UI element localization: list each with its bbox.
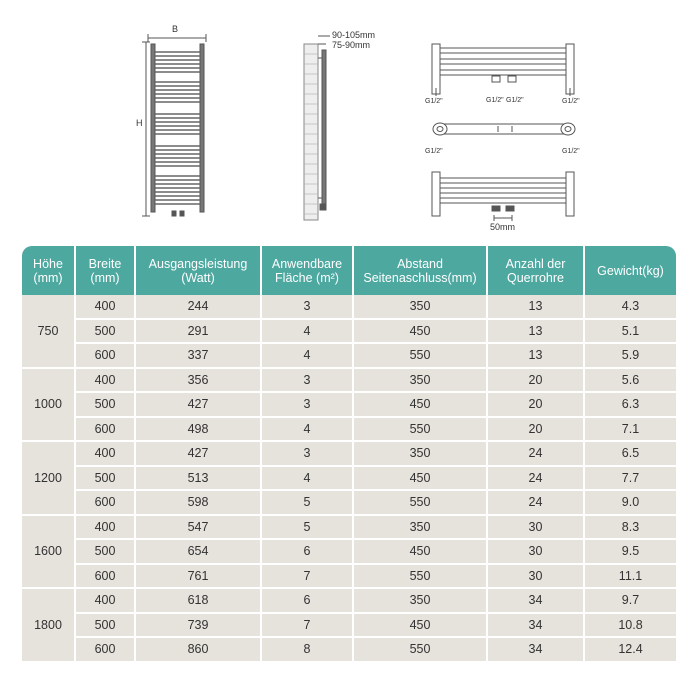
g-label-top-center-left: G1/2": [486, 97, 504, 104]
spacing-cell: 450: [354, 393, 488, 418]
tubes-cell: 30: [488, 565, 585, 590]
height-cell: 1600: [22, 516, 76, 590]
weight-cell: 11.1: [585, 565, 676, 590]
header-spacing: Abstand Seitenaschluss(mm): [354, 246, 488, 295]
output-cell: 291: [136, 320, 262, 345]
weight-cell: 5.9: [585, 344, 676, 369]
table-row: [22, 442, 676, 467]
area-cell: 3: [262, 295, 354, 320]
header-tubes: Anzahl der Querrohre: [488, 246, 585, 295]
weight-cell: 6.5: [585, 442, 676, 467]
table-row: [22, 516, 676, 541]
weight-cell: 7.1: [585, 418, 676, 443]
g-label-top-right: G1/2": [562, 98, 580, 105]
output-cell: 739: [136, 614, 262, 639]
front-view-rails: [155, 52, 200, 204]
tubes-cell: 24: [488, 491, 585, 516]
g-label-top-left: G1/2": [425, 98, 443, 105]
tubes-cell: 34: [488, 638, 585, 663]
weight-cell: 12.4: [585, 638, 676, 663]
height-cell: 1800: [22, 589, 76, 663]
spacing-cell: 550: [354, 565, 488, 590]
table-row: [22, 393, 676, 418]
output-cell: 761: [136, 565, 262, 590]
weight-cell: 10.8: [585, 614, 676, 639]
tubes-cell: 13: [488, 320, 585, 345]
width-cell: 600: [76, 638, 136, 663]
output-cell: 244: [136, 295, 262, 320]
width-cell: 500: [76, 320, 136, 345]
section-view-drawing: [433, 123, 575, 135]
g-label-mid-left: G1/2": [425, 148, 443, 155]
width-cell: 400: [76, 516, 136, 541]
table-row: [22, 614, 676, 639]
output-cell: 547: [136, 516, 262, 541]
output-cell: 356: [136, 369, 262, 394]
spacing-cell: 450: [354, 614, 488, 639]
width-cell: 400: [76, 369, 136, 394]
area-cell: 7: [262, 565, 354, 590]
weight-cell: 9.7: [585, 589, 676, 614]
width-cell: 400: [76, 589, 136, 614]
area-cell: 6: [262, 540, 354, 565]
weight-cell: 8.3: [585, 516, 676, 541]
area-cell: 5: [262, 491, 354, 516]
table-row: [22, 295, 676, 320]
spacing-cell: 550: [354, 491, 488, 516]
area-cell: 4: [262, 320, 354, 345]
width-cell: 400: [76, 295, 136, 320]
header-output: Ausgangsleistung (Watt): [136, 246, 262, 295]
table-row: [22, 589, 676, 614]
tubes-cell: 20: [488, 369, 585, 394]
tubes-cell: 30: [488, 540, 585, 565]
g-label-top-center-right: G1/2": [506, 97, 524, 104]
table-row: [22, 638, 676, 663]
side-depth-label-2: 75-90mm: [332, 40, 371, 50]
tubes-cell: 13: [488, 295, 585, 320]
spacing-cell: 350: [354, 442, 488, 467]
width-cell: 600: [76, 344, 136, 369]
area-cell: 3: [262, 369, 354, 394]
area-cell: 8: [262, 638, 354, 663]
bottom-view-drawing: [432, 172, 574, 221]
tubes-cell: 34: [488, 614, 585, 639]
spacing-cell: 550: [354, 638, 488, 663]
area-cell: 4: [262, 344, 354, 369]
header-weight: Gewicht(kg): [585, 246, 676, 295]
spacing-cell: 450: [354, 540, 488, 565]
output-cell: 427: [136, 442, 262, 467]
area-cell: 3: [262, 393, 354, 418]
table-row: [22, 418, 676, 443]
weight-cell: 5.1: [585, 320, 676, 345]
height-cell: 750: [22, 295, 76, 369]
table-row: [22, 491, 676, 516]
weight-cell: 9.0: [585, 491, 676, 516]
spacing-cell: 350: [354, 295, 488, 320]
front-height-label: H: [136, 118, 143, 128]
output-cell: 654: [136, 540, 262, 565]
front-width-label: B: [172, 24, 179, 34]
output-cell: 860: [136, 638, 262, 663]
height-cell: 1200: [22, 442, 76, 516]
weight-cell: 5.6: [585, 369, 676, 394]
tubes-cell: 20: [488, 393, 585, 418]
spacing-cell: 350: [354, 589, 488, 614]
spacing-cell: 450: [354, 467, 488, 492]
area-cell: 4: [262, 418, 354, 443]
width-cell: 500: [76, 540, 136, 565]
width-cell: 500: [76, 467, 136, 492]
output-cell: 427: [136, 393, 262, 418]
width-cell: 600: [76, 565, 136, 590]
g-label-mid-right: G1/2": [562, 148, 580, 155]
weight-cell: 7.7: [585, 467, 676, 492]
table-header-row: [22, 246, 676, 295]
header-height: Höhe (mm): [22, 246, 76, 295]
area-cell: 7: [262, 614, 354, 639]
tubes-cell: 24: [488, 442, 585, 467]
spacing-cell: 350: [354, 516, 488, 541]
area-cell: 6: [262, 589, 354, 614]
spacing-cell: 550: [354, 344, 488, 369]
area-cell: 5: [262, 516, 354, 541]
table-row: [22, 344, 676, 369]
width-cell: 600: [76, 491, 136, 516]
weight-cell: 9.5: [585, 540, 676, 565]
weight-cell: 6.3: [585, 393, 676, 418]
width-cell: 500: [76, 393, 136, 418]
spacing-cell: 450: [354, 320, 488, 345]
spec-table: [22, 246, 676, 663]
tubes-cell: 34: [488, 589, 585, 614]
spacing-cell: 550: [354, 418, 488, 443]
top-view-drawing: [432, 44, 574, 96]
output-cell: 498: [136, 418, 262, 443]
table-row: [22, 565, 676, 590]
header-area: Anwendbare Fläche (m²): [262, 246, 354, 295]
weight-cell: 4.3: [585, 295, 676, 320]
output-cell: 513: [136, 467, 262, 492]
area-cell: 3: [262, 442, 354, 467]
width-cell: 600: [76, 418, 136, 443]
tubes-cell: 30: [488, 516, 585, 541]
spacing-cell: 350: [354, 369, 488, 394]
side-depth-label-1: 90-105mm: [332, 30, 376, 40]
width-cell: 500: [76, 614, 136, 639]
output-cell: 337: [136, 344, 262, 369]
header-width: Breite (mm): [76, 246, 136, 295]
height-cell: 1000: [22, 369, 76, 443]
table-row: [22, 467, 676, 492]
tubes-cell: 24: [488, 467, 585, 492]
output-cell: 598: [136, 491, 262, 516]
tubes-cell: 20: [488, 418, 585, 443]
table-row: [22, 320, 676, 345]
width-cell: 400: [76, 442, 136, 467]
table-row: [22, 369, 676, 394]
technical-diagram: [0, 0, 696, 240]
area-cell: 4: [262, 467, 354, 492]
front-view-drawing: [142, 34, 206, 216]
side-view-drawing: [304, 36, 330, 220]
tubes-cell: 13: [488, 344, 585, 369]
table-row: [22, 540, 676, 565]
bottom-spacing-label: 50mm: [490, 222, 516, 232]
output-cell: 618: [136, 589, 262, 614]
